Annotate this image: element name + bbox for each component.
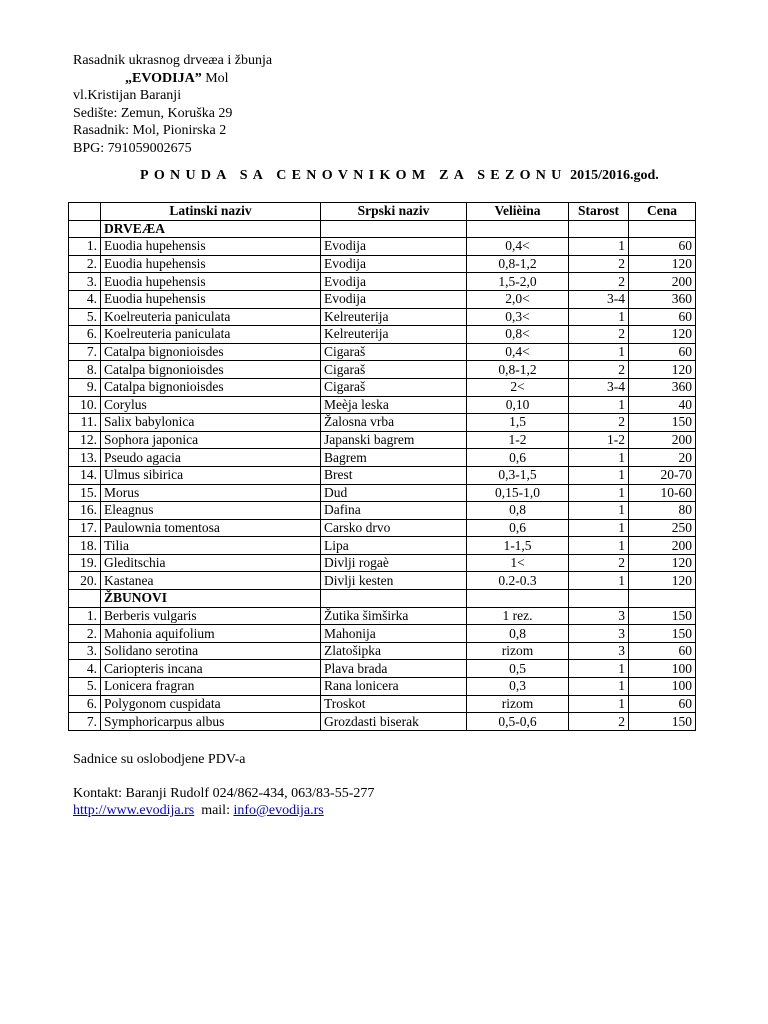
row-number-cell: 7. (69, 713, 101, 731)
table-row (69, 308, 696, 326)
serbian-name-cell: Rana lonicera (321, 678, 467, 696)
table-row (69, 326, 696, 344)
size-cell: rizom (467, 695, 569, 713)
table-row (69, 678, 696, 696)
size-cell: 1-2 (467, 431, 569, 449)
row-number-cell: 6. (69, 326, 101, 344)
price-cell: 40 (629, 396, 696, 414)
row-number-cell: 4. (69, 660, 101, 678)
price-cell: 60 (629, 308, 696, 326)
header-age: Starost (569, 203, 629, 221)
latin-name-cell: Cariopteris incana (101, 660, 321, 678)
age-cell: 1 (569, 678, 629, 696)
latin-name-cell: Euodia hupehensis (101, 238, 321, 256)
age-cell: 2 (569, 713, 629, 731)
table-body (69, 220, 696, 730)
age-cell: 1 (569, 660, 629, 678)
row-number-cell: 7. (69, 343, 101, 361)
price-cell: 10-60 (629, 484, 696, 502)
row-number-cell: 16. (69, 502, 101, 520)
size-cell: 0,4< (467, 238, 569, 256)
price-cell: 120 (629, 255, 696, 273)
table-header-row (69, 203, 696, 221)
size-cell: 0,15-1,0 (467, 484, 569, 502)
row-number-cell: 6. (69, 695, 101, 713)
header-price: Cena (629, 203, 696, 221)
serbian-name-cell: Dafina (321, 502, 467, 520)
table-row (69, 695, 696, 713)
age-cell: 1 (569, 537, 629, 555)
age-cell: 3-4 (569, 290, 629, 308)
price-cell: 20-70 (629, 466, 696, 484)
size-cell: 0,8 (467, 502, 569, 520)
latin-name-cell: Ulmus sibirica (101, 466, 321, 484)
price-cell: 120 (629, 572, 696, 590)
serbian-name-cell: Divlji kesten (321, 572, 467, 590)
price-cell: 100 (629, 660, 696, 678)
size-cell: 0,5-0,6 (467, 713, 569, 731)
row-number-cell: 17. (69, 519, 101, 537)
age-cell: 2 (569, 554, 629, 572)
company-seat: Sedište: Zemun, Koruška 29 (73, 105, 233, 121)
website-link[interactable]: http://www.evodija.rs (73, 803, 195, 818)
table-row (69, 414, 696, 432)
price-cell: 200 (629, 537, 696, 555)
company-nursery: Rasadnik: Mol, Pionirska 2 (73, 123, 227, 139)
latin-name-cell: Euodia hupehensis (101, 255, 321, 273)
row-number-cell: 3. (69, 273, 101, 291)
serbian-name-cell: Evodija (321, 273, 467, 291)
latin-name-cell: Mahonia aquifolium (101, 625, 321, 643)
table-row (69, 607, 696, 625)
latin-name-cell: Kastanea (101, 572, 321, 590)
age-cell: 1 (569, 308, 629, 326)
size-cell: 0,8 (467, 625, 569, 643)
price-cell: 150 (629, 713, 696, 731)
age-cell: 2 (569, 326, 629, 344)
size-cell: 0,3 (467, 678, 569, 696)
title-season: 2015/2016.god. (570, 168, 659, 183)
age-cell: 2 (569, 361, 629, 379)
serbian-name-cell: Cigaraš (321, 361, 467, 379)
size-cell: 1 rez. (467, 607, 569, 625)
serbian-name-cell: Žutika šimširka (321, 607, 467, 625)
row-number-cell: 10. (69, 396, 101, 414)
table-row (69, 537, 696, 555)
latin-name-cell: Salix babylonica (101, 414, 321, 432)
row-number-cell: 3. (69, 642, 101, 660)
size-cell: 0,5 (467, 660, 569, 678)
serbian-name-cell: Lipa (321, 537, 467, 555)
serbian-name-cell: Plava brada (321, 660, 467, 678)
serbian-name-cell: Mahonija (321, 625, 467, 643)
table-row (69, 273, 696, 291)
company-line1: Rasadnik ukrasnog drveæa i žbunja (73, 53, 273, 68)
table-row (69, 238, 696, 256)
serbian-name-cell: Evodija (321, 255, 467, 273)
price-cell: 120 (629, 554, 696, 572)
age-cell: 1 (569, 572, 629, 590)
row-number-cell: 2. (69, 255, 101, 273)
size-cell: 0,8-1,2 (467, 361, 569, 379)
size-cell: 0,3-1,5 (467, 466, 569, 484)
contact-line: Kontakt: Baranji Rudolf 024/862-434, 063/83-55-277 (73, 786, 375, 801)
section-row (69, 590, 696, 608)
size-cell: 2,0< (467, 290, 569, 308)
age-cell: 2 (569, 414, 629, 432)
price-cell: 250 (629, 519, 696, 537)
size-cell: 1-1,5 (467, 537, 569, 555)
latin-name-cell: Euodia hupehensis (101, 290, 321, 308)
row-number-cell: 12. (69, 431, 101, 449)
row-number-cell: 20. (69, 572, 101, 590)
size-cell: 0,6 (467, 449, 569, 467)
latin-name-cell: Morus (101, 484, 321, 502)
price-cell: 60 (629, 343, 696, 361)
company-name-bold: „EVODIJA” (125, 70, 202, 86)
price-cell: 200 (629, 431, 696, 449)
size-cell: 2< (467, 378, 569, 396)
age-cell: 1 (569, 343, 629, 361)
table-row (69, 449, 696, 467)
row-number-cell: 1. (69, 607, 101, 625)
table-row (69, 484, 696, 502)
serbian-name-cell: Troskot (321, 695, 467, 713)
document-title (140, 168, 700, 184)
age-cell: 1 (569, 695, 629, 713)
serbian-name-cell: Žalosna vrba (321, 414, 467, 432)
table-row (69, 625, 696, 643)
age-cell: 2 (569, 273, 629, 291)
serbian-name-cell: Zlatošipka (321, 642, 467, 660)
age-cell: 1 (569, 449, 629, 467)
serbian-name-cell: Carsko drvo (321, 519, 467, 537)
age-cell: 1 (569, 396, 629, 414)
table-row (69, 378, 696, 396)
company-name-suffix: Mol (201, 70, 229, 86)
serbian-name-cell: Dud (321, 484, 467, 502)
latin-name-cell: Polygonom cuspidata (101, 695, 321, 713)
table-row (69, 519, 696, 537)
size-cell: 0,4< (467, 343, 569, 361)
table-row (69, 713, 696, 731)
price-cell: 150 (629, 625, 696, 643)
section-empty-cell (569, 590, 629, 608)
latin-name-cell: Tilia (101, 537, 321, 555)
table-row (69, 343, 696, 361)
vat-note: Sadnice su oslobodjene PDV-a (73, 752, 246, 767)
table-row (69, 290, 696, 308)
row-number-cell: 15. (69, 484, 101, 502)
age-cell: 1-2 (569, 431, 629, 449)
latin-name-cell: Catalpa bignonioisdes (101, 343, 321, 361)
latin-name-cell: Solidano serotina (101, 642, 321, 660)
age-cell: 3 (569, 607, 629, 625)
size-cell: 0,8-1,2 (467, 255, 569, 273)
section-empty-cell (569, 220, 629, 238)
section-empty-cell (69, 220, 101, 238)
size-cell: 0,6 (467, 519, 569, 537)
latin-name-cell: Catalpa bignonioisdes (101, 378, 321, 396)
row-number-cell: 19. (69, 554, 101, 572)
serbian-name-cell: Kelreuterija (321, 308, 467, 326)
latin-name-cell: Corylus (101, 396, 321, 414)
section-name: DRVEÆA (101, 220, 321, 238)
price-cell: 120 (629, 326, 696, 344)
row-number-cell: 9. (69, 378, 101, 396)
section-name: ŽBUNOVI (101, 590, 321, 608)
age-cell: 1 (569, 502, 629, 520)
latin-name-cell: Catalpa bignonioisdes (101, 361, 321, 379)
section-empty-cell (69, 590, 101, 608)
serbian-name-cell: Meèja leska (321, 396, 467, 414)
table-row (69, 554, 696, 572)
table-row (69, 660, 696, 678)
row-number-cell: 2. (69, 625, 101, 643)
table-row (69, 255, 696, 273)
row-number-cell: 5. (69, 678, 101, 696)
latin-name-cell: Symphoricarpus albus (101, 713, 321, 731)
size-cell: 0,10 (467, 396, 569, 414)
table-row (69, 642, 696, 660)
size-cell: 0,8< (467, 326, 569, 344)
mail-label: mail: (194, 803, 234, 818)
age-cell: 3 (569, 625, 629, 643)
table-row (69, 431, 696, 449)
section-row (69, 220, 696, 238)
serbian-name-cell: Cigaraš (321, 378, 467, 396)
latin-name-cell: Sophora japonica (101, 431, 321, 449)
section-empty-cell (467, 220, 569, 238)
size-cell: rizom (467, 642, 569, 660)
latin-name-cell: Euodia hupehensis (101, 273, 321, 291)
section-empty-cell (629, 220, 696, 238)
serbian-name-cell: Kelreuterija (321, 326, 467, 344)
price-table (68, 202, 696, 731)
size-cell: 0.2-0.3 (467, 572, 569, 590)
section-empty-cell (467, 590, 569, 608)
latin-name-cell: Koelreuteria paniculata (101, 326, 321, 344)
table-row (69, 396, 696, 414)
section-empty-cell (321, 220, 467, 238)
row-number-cell: 1. (69, 238, 101, 256)
latin-name-cell: Pseudo agacia (101, 449, 321, 467)
serbian-name-cell: Bagrem (321, 449, 467, 467)
size-cell: 1,5-2,0 (467, 273, 569, 291)
size-cell: 1,5 (467, 414, 569, 432)
price-cell: 150 (629, 414, 696, 432)
serbian-name-cell: Cigaraš (321, 343, 467, 361)
header-latin-name: Latinski naziv (101, 203, 321, 221)
age-cell: 1 (569, 466, 629, 484)
serbian-name-cell: Evodija (321, 290, 467, 308)
price-cell: 100 (629, 678, 696, 696)
age-cell: 2 (569, 255, 629, 273)
latin-name-cell: Eleagnus (101, 502, 321, 520)
latin-name-cell: Lonicera fragran (101, 678, 321, 696)
row-number-cell: 5. (69, 308, 101, 326)
row-number-cell: 8. (69, 361, 101, 379)
table-row (69, 502, 696, 520)
age-cell: 1 (569, 238, 629, 256)
price-cell: 360 (629, 378, 696, 396)
company-owner: vl.Kristijan Baranji (73, 88, 182, 104)
row-number-cell: 4. (69, 290, 101, 308)
row-number-cell: 14. (69, 466, 101, 484)
serbian-name-cell: Japanski bagrem (321, 431, 467, 449)
section-empty-cell (629, 590, 696, 608)
table-row (69, 572, 696, 590)
serbian-name-cell: Divlji rogaè (321, 554, 467, 572)
company-bpg: BPG: 791059002675 (73, 140, 192, 156)
links-line (73, 803, 324, 819)
latin-name-cell: Gleditschia (101, 554, 321, 572)
table-row (69, 361, 696, 379)
row-number-cell: 11. (69, 414, 101, 432)
price-cell: 60 (629, 642, 696, 660)
age-cell: 3-4 (569, 378, 629, 396)
latin-name-cell: Paulownia tomentosa (101, 519, 321, 537)
latin-name-cell: Berberis vulgaris (101, 607, 321, 625)
header-number (69, 203, 101, 221)
price-cell: 120 (629, 361, 696, 379)
row-number-cell: 18. (69, 537, 101, 555)
price-cell: 200 (629, 273, 696, 291)
age-cell: 1 (569, 484, 629, 502)
price-cell: 80 (629, 502, 696, 520)
serbian-name-cell: Grozdasti biserak (321, 713, 467, 731)
section-empty-cell (321, 590, 467, 608)
row-number-cell: 13. (69, 449, 101, 467)
email-link[interactable]: info@evodija.rs (233, 803, 324, 818)
price-cell: 60 (629, 238, 696, 256)
size-cell: 0,3< (467, 308, 569, 326)
serbian-name-cell: Evodija (321, 238, 467, 256)
header-serbian-name: Srpski naziv (321, 203, 467, 221)
price-cell: 60 (629, 695, 696, 713)
age-cell: 3 (569, 642, 629, 660)
serbian-name-cell: Brest (321, 466, 467, 484)
price-cell: 360 (629, 290, 696, 308)
size-cell: 1< (467, 554, 569, 572)
table-row (69, 466, 696, 484)
header-size: Velièina (467, 203, 569, 221)
age-cell: 1 (569, 519, 629, 537)
company-header (73, 52, 272, 158)
company-name (73, 70, 272, 88)
price-cell: 150 (629, 607, 696, 625)
price-cell: 20 (629, 449, 696, 467)
title-spaced: PONUDA SA CENOVNIKOM ZA SEZONU (140, 168, 567, 183)
latin-name-cell: Koelreuteria paniculata (101, 308, 321, 326)
